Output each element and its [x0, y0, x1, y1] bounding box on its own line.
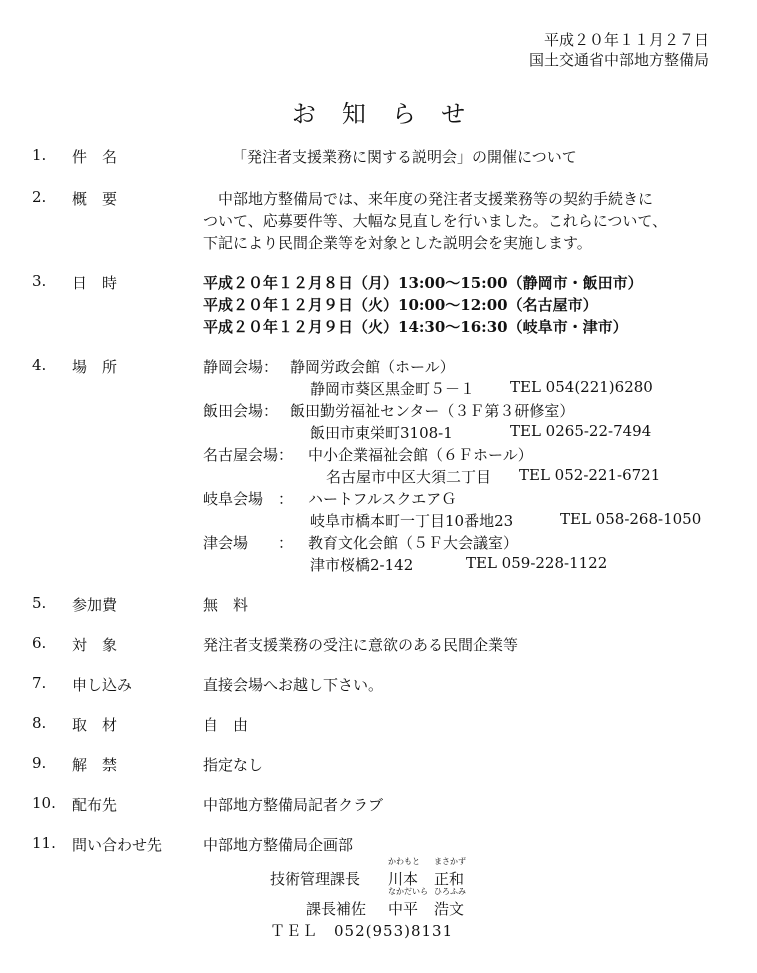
venue-address: 飯田市東栄町3108-1 [310, 424, 453, 442]
venue-address: 津市桜橋2-142 [310, 556, 414, 574]
item-number: 8. [32, 714, 47, 732]
item-number: 11. [32, 834, 56, 852]
given-ruby: まさかず [434, 857, 466, 866]
notice-date: 平成２０年１１月２７日 [543, 31, 709, 49]
surname-text: 川本 [388, 870, 419, 888]
venue-place: 静岡労政会館（ホール） [290, 358, 455, 376]
item-label-text: 日 時 [72, 274, 118, 292]
item-number: 5. [32, 594, 47, 612]
item-label-text: 取 材 [72, 716, 118, 734]
item-label [72, 754, 175, 775]
venue-name: 津会場 ： [203, 534, 294, 552]
venue-address: 名古屋市中区大須二丁目 [326, 468, 492, 486]
contact-given-name [434, 887, 466, 919]
item-number: 7. [32, 674, 47, 692]
item-value: 中部地方整備局企画部 [203, 836, 354, 854]
venue-address: 静岡市葵区黒金町５－１ [310, 380, 476, 398]
item-value: 中部地方整備局記者クラブ [203, 796, 384, 814]
surname-text: 中平 [388, 900, 419, 918]
item-value: 指定なし [203, 756, 264, 774]
item-value: 直接会場へお越し下さい。 [203, 676, 384, 694]
contact-tel: ＴＥＬ 052(953)8131 [270, 922, 454, 940]
schedule-line: 平成２０年１２月９日（火）10:00～12:00（名古屋市） [203, 296, 598, 314]
item-label [72, 272, 175, 293]
item-number: 9. [32, 754, 47, 772]
venue-name: 静岡会場： [203, 358, 279, 376]
surname-ruby: かわもと [388, 857, 420, 866]
item-label-text: 問い合わせ先 [72, 836, 163, 854]
item-label-text: 件 名 [72, 148, 118, 166]
venue-name: 岐阜会場 ： [203, 490, 294, 508]
venue-place: 飯田勤労福祉センター（３Ｆ第３研修室） [290, 402, 575, 420]
venue-place: 中小企業福祉会館（６Ｆホール） [308, 446, 533, 464]
item-label [72, 356, 175, 377]
surname-ruby: なかだいら [388, 887, 428, 896]
venue-place: ハートフルスクエアＧ [308, 490, 457, 508]
item-label-text: 参加費 [72, 596, 118, 614]
contact-title: 技術管理課長 [270, 870, 361, 888]
venue-tel: TEL 059-228-1122 [466, 554, 608, 572]
item-label [72, 146, 175, 167]
item-value: 「発注者支援業務に関する説明会」の開催について [232, 148, 577, 166]
schedule-line: 平成２０年１２月９日（火）14:30～16:30（岐阜市・津市） [203, 318, 628, 336]
item-value: 無 料 [203, 596, 249, 614]
overview-line: 下記により民間企業等を対象とした説明会を実施します。 [203, 234, 592, 252]
item-number: 3. [32, 272, 47, 290]
item-label [72, 188, 175, 209]
venue-tel: TEL 0265-22-7494 [510, 422, 652, 440]
item-label-text: 解 禁 [72, 756, 118, 774]
item-label [72, 794, 175, 815]
item-label [72, 674, 175, 695]
venue-tel: TEL 058-268-1050 [560, 510, 702, 528]
item-label [72, 594, 175, 615]
item-number: 2. [32, 188, 47, 206]
item-number: 10. [32, 794, 56, 812]
given-text: 正和 [434, 870, 465, 888]
venue-tel: TEL 054(221)6280 [510, 378, 653, 396]
venue-name: 飯田会場： [203, 402, 279, 420]
venue-name: 名古屋会場： [203, 446, 294, 464]
item-label-text: 概 要 [72, 190, 118, 208]
schedule-line: 平成２０年１２月８日（月）13:00～15:00（静岡市・飯田市） [203, 274, 643, 292]
item-value: 発注者支援業務の受注に意欲のある民間企業等 [203, 636, 519, 654]
item-label-text: 申し込み [72, 676, 133, 694]
item-number: 4. [32, 356, 47, 374]
contact-surname [388, 887, 428, 919]
venue-tel: TEL 052-221-6721 [519, 466, 661, 484]
given-ruby: ひろふみ [434, 887, 466, 896]
issuing-organization: 国土交通省中部地方整備局 [528, 51, 709, 69]
item-label [72, 714, 175, 735]
item-number: 6. [32, 634, 47, 652]
item-label [72, 634, 175, 655]
item-value: 自 由 [203, 716, 249, 734]
contact-title: 課長補佐 [306, 900, 367, 918]
item-label-text: 場 所 [72, 358, 118, 376]
page-title: お知らせ [291, 100, 492, 128]
overview-line: ついて、応募要件等、大幅な見直しを行いました。これらについて、 [203, 212, 668, 230]
item-label-text: 対 象 [72, 636, 118, 654]
item-label [72, 834, 175, 855]
overview-line: 中部地方整備局では、来年度の発注者支援業務等の契約手続きに [203, 190, 654, 208]
item-number: 1. [32, 146, 47, 164]
given-text: 浩文 [434, 900, 465, 918]
venue-address: 岐阜市橋本町一丁目10番地23 [310, 512, 514, 530]
venue-place: 教育文化会館（５Ｆ大会議室） [308, 534, 519, 552]
item-label-text: 配布先 [72, 796, 118, 814]
